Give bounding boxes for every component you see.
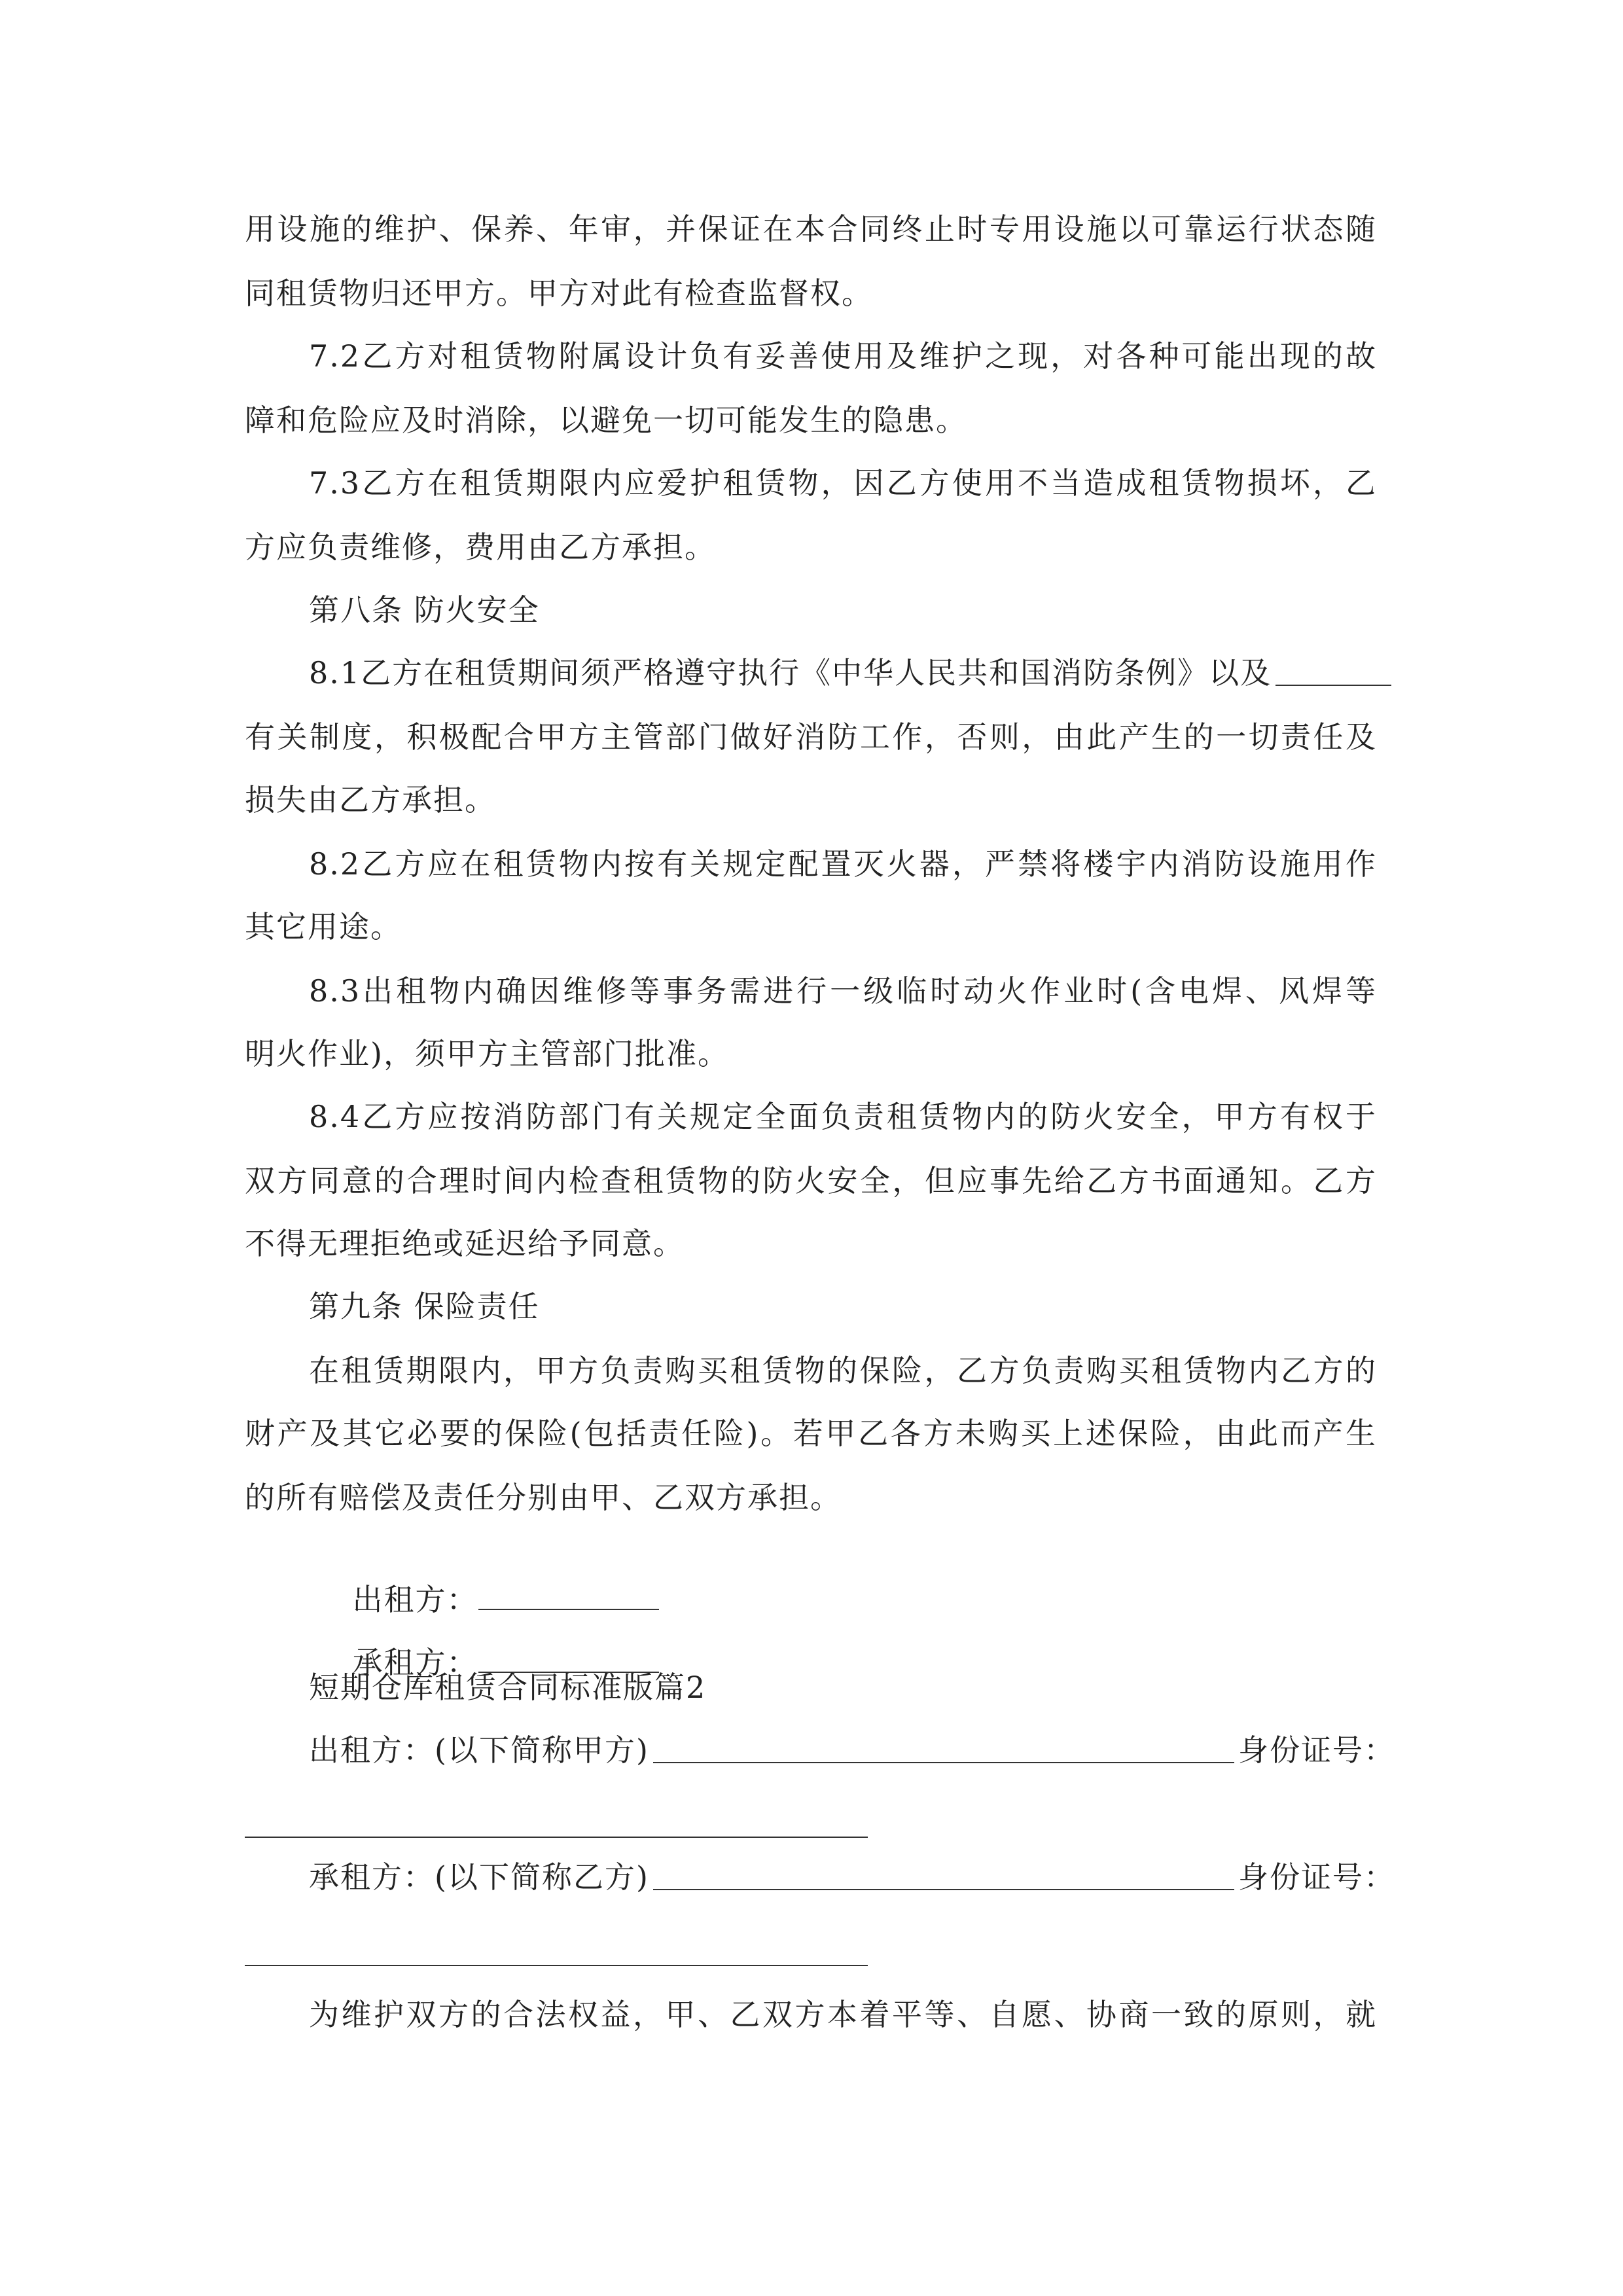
clause-9: 在租赁期限内，甲方负责购买租赁物的保险，乙方负责购买租赁物内乙方的 bbox=[309, 1353, 1377, 1388]
paragraph-line: 用设施的维护、保养、年审，并保证在本合同终止时专用设施以可靠运行状态随 bbox=[245, 211, 1377, 247]
party-b-blank bbox=[653, 1889, 1234, 1890]
paragraph-line: 方应负责维修，费用由乙方承担。 bbox=[245, 529, 716, 565]
blank-line bbox=[1275, 685, 1391, 686]
section-heading-8: 第八条 防火安全 bbox=[309, 592, 540, 628]
section-title-2: 短期仓库租赁合同标准版篇2 bbox=[309, 1670, 707, 1705]
party-a-blank bbox=[653, 1762, 1234, 1763]
party-a-id-label: 身份证号： bbox=[1238, 1732, 1395, 1768]
lessor-label: 出租方： bbox=[352, 1582, 478, 1617]
party-a-row bbox=[309, 1731, 1395, 1770]
paragraph-line: 明火作业)，须甲方主管部门批准。 bbox=[245, 1036, 729, 1071]
paragraph-line: 不得无理拒绝或延迟给予同意。 bbox=[245, 1226, 685, 1261]
party-b-label: 承租方：(以下简称乙方) bbox=[309, 1859, 649, 1895]
clause-8-3: 8.3出租物内确因维修等事务需进行一级临时动火作业时(含电焊、风焊等 bbox=[309, 973, 1377, 1009]
clause-7-2: 7.2乙方对租赁物附属设计负有妥善使用及维护之现，对各种可能出现的故 bbox=[309, 338, 1377, 374]
lessee-label: 承租方： bbox=[352, 1645, 478, 1680]
paragraph-line: 财产及其它必要的保险(包括责任险)。若甲乙各方未购买上述保险，由此而产生 bbox=[245, 1416, 1377, 1451]
party-b-row bbox=[309, 1857, 1395, 1897]
section-heading-9: 第九条 保险责任 bbox=[309, 1289, 540, 1324]
party-b-id-blank bbox=[245, 1965, 868, 1966]
party-b-id-label: 身份证号： bbox=[1238, 1859, 1395, 1895]
clause-7-3: 7.3乙方在租赁期限内应爱护租赁物，因乙方使用不当造成租赁物损坏，乙 bbox=[309, 465, 1377, 501]
clause-8-2: 8.2乙方应在租赁物内按有关规定配置灭火器，严禁将楼宇内消防设施用作 bbox=[309, 846, 1377, 882]
paragraph-line: 其它用途。 bbox=[245, 909, 402, 944]
paragraph-line: 同租赁物归还甲方。甲方对此有检查监督权。 bbox=[245, 276, 873, 311]
clause-8-4: 8.4乙方应按消防部门有关规定全面负责租赁物内的防火安全，甲方有权于 bbox=[309, 1099, 1377, 1134]
lessor-signature-line bbox=[309, 1541, 1441, 1617]
clause-8-1 bbox=[309, 653, 1395, 692]
clause-8-1-text: 8.1乙方在租赁期间须严格遵守执行《中华人民共和国消防条例》以及 bbox=[309, 655, 1272, 691]
preamble-line: 为维护双方的合法权益，甲、乙双方本着平等、自愿、协商一致的原则，就 bbox=[309, 1997, 1377, 2032]
paragraph-line: 有关制度，积极配合甲方主管部门做好消防工作，否则，由此产生的一切责任及 bbox=[245, 719, 1377, 755]
paragraph-line: 损失由乙方承担。 bbox=[245, 782, 496, 817]
paragraph-line: 障和危险应及时消除，以避免一切可能发生的隐患。 bbox=[245, 403, 967, 438]
party-a-label: 出租方：(以下简称甲方) bbox=[309, 1732, 649, 1768]
paragraph-line: 的所有赔偿及责任分别由甲、乙双方承担。 bbox=[245, 1480, 842, 1515]
paragraph-line: 双方同意的合理时间内检查租赁物的防火安全，但应事先给乙方书面通知。乙方 bbox=[245, 1163, 1377, 1198]
lessee-signature-line bbox=[309, 1604, 1441, 1680]
party-a-id-blank bbox=[245, 1837, 868, 1838]
